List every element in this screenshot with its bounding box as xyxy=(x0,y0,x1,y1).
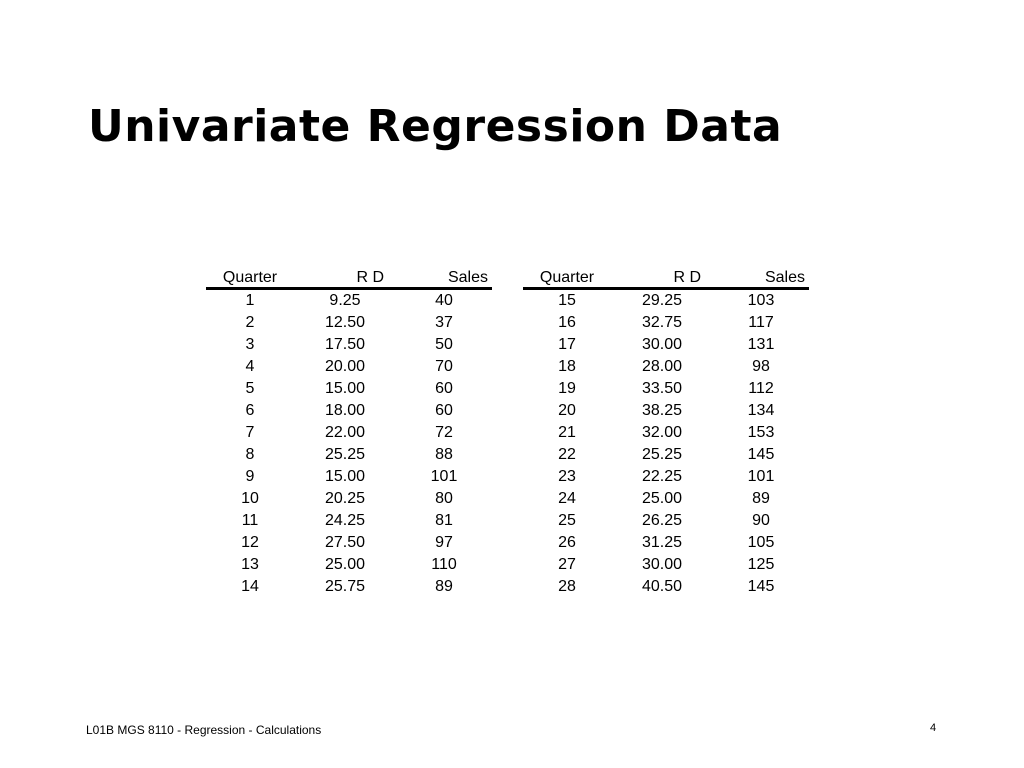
cell-sales: 60 xyxy=(435,380,453,397)
cell-quarter: 15 xyxy=(558,292,576,309)
cell-rd: 25.25 xyxy=(324,446,366,463)
column-header-rd: R D xyxy=(611,265,713,289)
cell-quarter: 26 xyxy=(558,534,576,551)
cell-rd: 38.25 xyxy=(641,402,683,419)
cell-sales: 101 xyxy=(430,468,458,485)
cell-rd: 25.00 xyxy=(324,556,366,573)
cell-sales: 37 xyxy=(435,314,453,331)
table-body xyxy=(206,289,492,599)
cell-sales: 110 xyxy=(431,556,457,573)
cell-rd: 12.50 xyxy=(324,314,366,331)
cell-quarter: 17 xyxy=(558,336,576,353)
cell-quarter: 14 xyxy=(241,578,259,595)
cell-quarter: 22 xyxy=(558,446,576,463)
table-row xyxy=(523,576,809,598)
cell-quarter: 5 xyxy=(245,380,255,397)
table-row xyxy=(523,378,809,400)
cell-sales: 50 xyxy=(435,336,453,353)
cell-sales: 117 xyxy=(748,314,774,331)
cell-sales: 134 xyxy=(747,402,775,419)
table-row xyxy=(206,510,492,532)
cell-sales: 145 xyxy=(747,446,775,463)
cell-quarter: 21 xyxy=(558,424,576,441)
cell-quarter: 10 xyxy=(241,490,259,507)
cell-rd: 31.25 xyxy=(641,534,683,551)
column-header-rd: R D xyxy=(294,265,396,289)
cell-quarter: 13 xyxy=(241,556,259,573)
cell-sales: 40 xyxy=(435,292,453,309)
table-row xyxy=(206,312,492,334)
cell-quarter: 9 xyxy=(245,468,255,485)
table-row xyxy=(206,576,492,598)
table-row xyxy=(523,422,809,444)
cell-quarter: 23 xyxy=(558,468,576,485)
cell-sales: 72 xyxy=(435,424,453,441)
table-row xyxy=(523,466,809,488)
cell-quarter: 27 xyxy=(558,556,576,573)
table-row xyxy=(523,532,809,554)
cell-rd: 25.00 xyxy=(641,490,683,507)
cell-quarter: 8 xyxy=(245,446,255,463)
cell-rd: 33.50 xyxy=(641,380,683,397)
cell-quarter: 18 xyxy=(558,358,576,375)
cell-rd: 32.75 xyxy=(641,314,683,331)
table-row xyxy=(206,289,492,313)
column-header-sales: Sales xyxy=(396,265,492,289)
cell-rd: 27.50 xyxy=(324,534,366,551)
cell-sales: 145 xyxy=(747,578,775,595)
cell-quarter: 6 xyxy=(245,402,255,419)
cell-rd: 29.25 xyxy=(641,292,683,309)
cell-rd: 15.00 xyxy=(324,468,366,485)
cell-quarter: 28 xyxy=(558,578,576,595)
cell-rd: 30.00 xyxy=(641,556,683,573)
cell-sales: 60 xyxy=(435,402,453,419)
cell-sales: 125 xyxy=(747,556,775,573)
cell-rd: 22.00 xyxy=(324,424,366,441)
cell-quarter: 25 xyxy=(558,512,576,529)
cell-rd: 32.00 xyxy=(641,424,683,441)
cell-sales: 131 xyxy=(747,336,775,353)
cell-quarter: 4 xyxy=(245,358,255,375)
cell-rd: 9.25 xyxy=(329,292,361,309)
data-table-left xyxy=(206,265,492,598)
cell-rd: 24.25 xyxy=(324,512,366,529)
slide-title: Univariate Regression Data xyxy=(88,101,783,152)
table-row xyxy=(206,334,492,356)
cell-sales: 70 xyxy=(435,358,453,375)
table-row xyxy=(206,532,492,554)
cell-sales: 101 xyxy=(747,468,775,485)
table-row xyxy=(523,400,809,422)
cell-sales: 112 xyxy=(748,380,774,397)
table-row xyxy=(523,444,809,466)
table-row xyxy=(523,289,809,313)
table-row xyxy=(206,356,492,378)
column-header-quarter: Quarter xyxy=(206,265,294,289)
column-header-quarter: Quarter xyxy=(523,265,611,289)
cell-sales: 90 xyxy=(752,512,770,529)
cell-quarter: 2 xyxy=(245,314,255,331)
cell-rd: 22.25 xyxy=(641,468,683,485)
cell-quarter: 16 xyxy=(558,314,576,331)
cell-rd: 30.00 xyxy=(641,336,683,353)
cell-sales: 80 xyxy=(435,490,453,507)
cell-rd: 20.25 xyxy=(324,490,366,507)
cell-quarter: 12 xyxy=(241,534,259,551)
cell-rd: 20.00 xyxy=(324,358,366,375)
table-row xyxy=(523,554,809,576)
cell-sales: 88 xyxy=(435,446,453,463)
table-header-row xyxy=(206,265,492,289)
table-row xyxy=(206,400,492,422)
table-row xyxy=(523,312,809,334)
cell-sales: 89 xyxy=(435,578,453,595)
cell-sales: 89 xyxy=(752,490,770,507)
cell-sales: 105 xyxy=(747,534,775,551)
cell-quarter: 11 xyxy=(241,512,259,529)
cell-rd: 25.25 xyxy=(641,446,683,463)
cell-rd: 28.00 xyxy=(641,358,683,375)
cell-quarter: 3 xyxy=(245,336,255,353)
cell-sales: 103 xyxy=(747,292,775,309)
cell-rd: 25.75 xyxy=(324,578,366,595)
cell-rd: 40.50 xyxy=(641,578,683,595)
table-row xyxy=(206,488,492,510)
cell-quarter: 20 xyxy=(558,402,576,419)
table-row xyxy=(206,466,492,488)
cell-quarter: 24 xyxy=(558,490,576,507)
cell-sales: 97 xyxy=(435,534,453,551)
cell-quarter: 19 xyxy=(558,380,576,397)
table-row xyxy=(206,378,492,400)
footer-text: L01B MGS 8110 - Regression - Calculations xyxy=(86,723,322,737)
page-number: 4 xyxy=(930,722,937,734)
table-row xyxy=(523,488,809,510)
cell-quarter: 7 xyxy=(245,424,255,441)
table-row xyxy=(523,334,809,356)
cell-sales: 81 xyxy=(435,512,453,529)
cell-quarter: 1 xyxy=(245,292,255,309)
cell-rd: 26.25 xyxy=(641,512,683,529)
data-table-right xyxy=(523,265,809,598)
cell-rd: 17.50 xyxy=(324,336,366,353)
cell-sales: 153 xyxy=(747,424,775,441)
table-row xyxy=(523,356,809,378)
table-body xyxy=(523,289,809,599)
column-header-sales: Sales xyxy=(713,265,809,289)
cell-rd: 18.00 xyxy=(324,402,366,419)
cell-sales: 98 xyxy=(752,358,770,375)
table-row xyxy=(206,444,492,466)
cell-rd: 15.00 xyxy=(324,380,366,397)
table-row xyxy=(523,510,809,532)
table-header-row xyxy=(523,265,809,289)
table-row xyxy=(206,554,492,576)
table-row xyxy=(206,422,492,444)
